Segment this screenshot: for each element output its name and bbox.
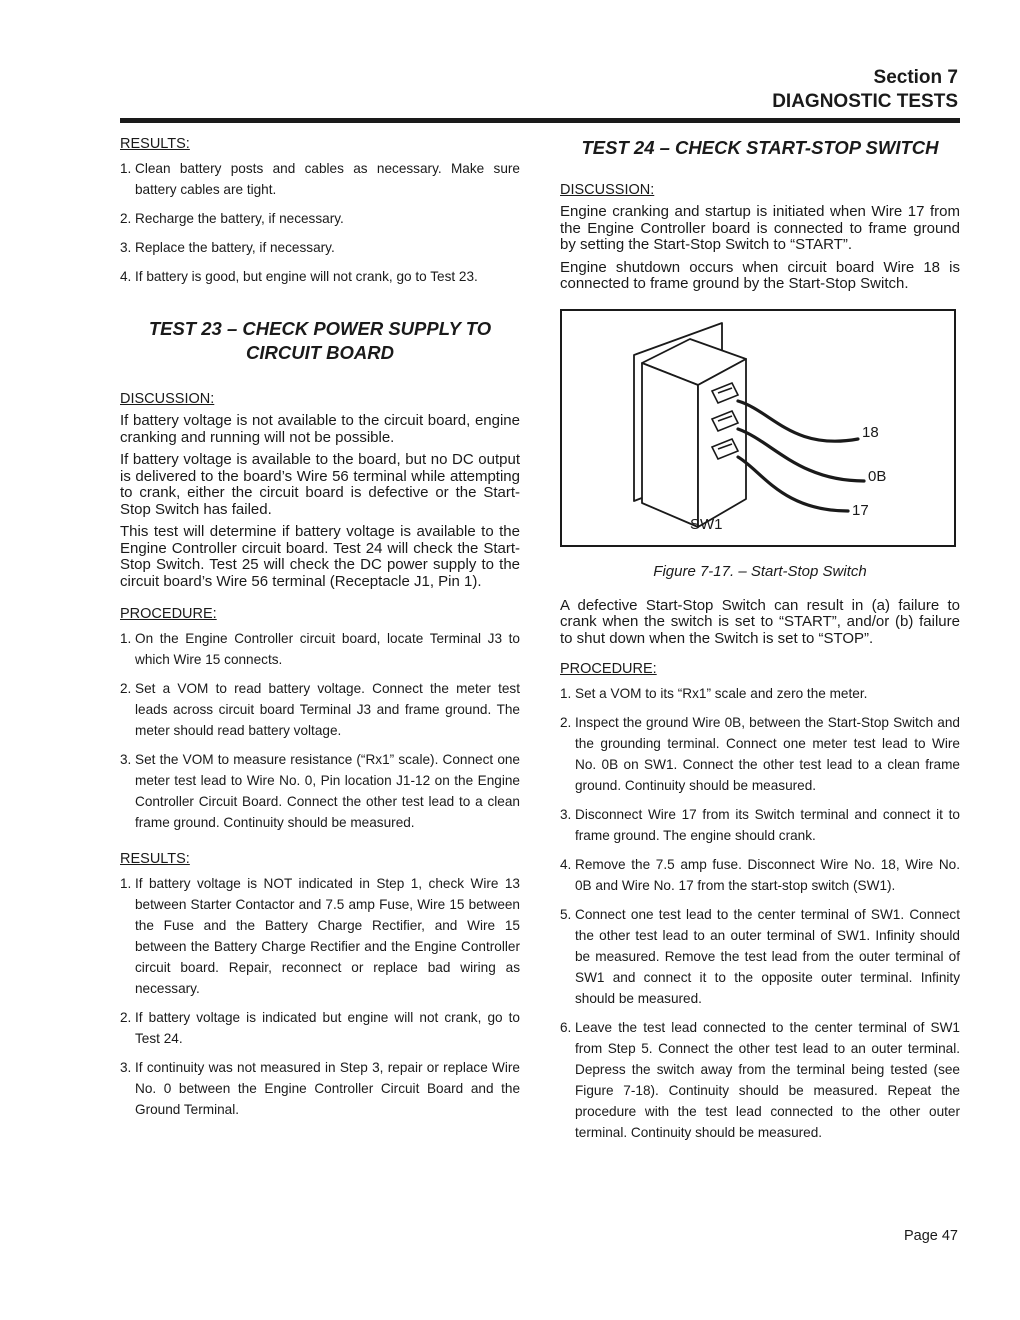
- defect-paragraph: A defective Start-Stop Switch can result in (a) failure to crank when the switch is set to “START”, and/or (b) failure to shut down when the Switch is set to “STOP”.: [560, 596, 960, 647]
- list-item: 1. Set a VOM to its “Rx1” scale and zero the meter.: [560, 686, 868, 701]
- wire-18: [738, 401, 858, 441]
- list-item: 1. Clean battery posts and cables as necessary. Make sure battery cables are tight.: [120, 161, 520, 197]
- discussion-paragraph: Engine shutdown occurs when circuit board Wire 18 is connected to frame ground by the Start-Stop Switch.: [560, 258, 960, 292]
- list-item: 2. Inspect the ground Wire 0B, between the Start-Stop Switch and the grounding terminal. Connect one meter test lead to Wire No. 0B on SW1. Connect the other test lead to a clean frame ground. Continuity should be measured.: [560, 715, 960, 793]
- discussion-label: DISCUSSION:: [120, 391, 215, 407]
- discussion-label: DISCUSSION:: [560, 182, 655, 198]
- right-column: [560, 136, 960, 1161]
- procedure-label: PROCEDURE:: [560, 661, 657, 677]
- discussion-paragraph: If battery voltage is not available to the circuit board, engine cranking and running will not be possible.: [120, 412, 520, 446]
- start-stop-switch-diagram: [562, 311, 954, 545]
- procedure-list: [560, 683, 960, 1143]
- list-item: 2. If battery voltage is indicated but engine will not crank, go to Test 24.: [120, 1010, 520, 1046]
- results-label: RESULTS:: [120, 136, 190, 152]
- procedure-list: [120, 628, 520, 833]
- procedure-label: PROCEDURE:: [120, 606, 217, 622]
- results-label: RESULTS:: [120, 851, 190, 867]
- list-item: 2. Recharge the battery, if necessary.: [120, 211, 344, 226]
- results-list: [120, 158, 520, 287]
- results-list: [120, 873, 520, 1120]
- left-column: [120, 136, 520, 1138]
- page-number: Page 47: [903, 1228, 958, 1244]
- wire-17-label: 17: [852, 501, 869, 519]
- list-item: 3. Disconnect Wire 17 from its Switch terminal and connect it to frame ground. The engine should crank.: [560, 807, 960, 843]
- header-rule: [120, 118, 960, 123]
- section-number: Section 7: [873, 67, 958, 88]
- figure-caption: Figure 7-17. – Start-Stop Switch: [653, 562, 867, 580]
- list-item: 3. Replace the battery, if necessary.: [120, 240, 335, 255]
- wire-17: [738, 457, 848, 511]
- list-item: 5. Connect one test lead to the center terminal of SW1. Connect the other test lead to an outer terminal of SW1. Infinity should be measured. Remove the test lead from the outer terminal of SW1 and connect it to the opposite outer terminal. Infinity should be measured.: [560, 907, 960, 1006]
- wire-18-label: 18: [862, 423, 879, 441]
- start-stop-switch-figure: [560, 309, 956, 547]
- list-item: 2. Set a VOM to read battery voltage. Connect the meter test leads across circuit board Terminal J3 and frame ground. The meter should read battery voltage.: [120, 681, 520, 738]
- list-item: 4. If battery is good, but engine will not crank, go to Test 23.: [120, 269, 478, 284]
- switch-front-face: [642, 363, 698, 527]
- list-item: 1. If battery voltage is NOT indicated in Step 1, check Wire 13 between Starter Contactor and 7.5 amp Fuse, Wire 15 between the Fuse and the Battery Charge Rectifier, and Wire 15 between the Battery Charge Rectifier and the Engine Controller circuit board. Repair, reconnect or replace bad wiring as necessary.: [120, 876, 520, 996]
- list-item: 1. On the Engine Controller circuit board, locate Terminal J3 to which Wire 15 connects.: [120, 631, 520, 667]
- discussion-paragraph: This test will determine if battery voltage is available to the Engine Controller circuit board. Test 24 will check the Start-Stop Switch. Test 25 will check the DC power supply to the circuit board’s Wire 56 terminal (Receptacle J1, Pin 1).: [120, 523, 520, 590]
- wire-0b-label: 0B: [868, 467, 887, 485]
- test24-title: TEST 24 – CHECK START-STOP SWITCH: [581, 137, 939, 158]
- discussion-paragraph: If battery voltage is available to the board, but no DC output is delivered to the board’s Wire 56 terminal while attempting to crank, either the circuit board is defective or the Start-Stop Switch has failed.: [120, 451, 520, 518]
- list-item: 6. Leave the test lead connected to the center terminal of SW1 from Step 5. Connect the other test lead to an outer terminal. Depress the switch away from the terminal being tested (see Figure 7-18). Continuity should be measured. Repeat the procedure with the test lead connected to the other outer terminal. Continuity should be measured.: [560, 1020, 960, 1140]
- list-item: 3. If continuity was not measured in Step 3, repair or replace Wire No. 0 between the Engine Controller Circuit Board and the Ground Terminal.: [120, 1060, 520, 1117]
- section-title: DIAGNOSTIC TESTS: [772, 91, 958, 112]
- test23-title: TEST 23 – CHECK POWER SUPPLY TO CIRCUIT BOARD: [148, 318, 492, 363]
- discussion-paragraph: Engine cranking and startup is initiated when Wire 17 from the Engine Controller board is connected to frame ground by setting the Start-Stop Switch to “START”.: [560, 203, 960, 253]
- list-item: 4. Remove the 7.5 amp fuse. Disconnect Wire No. 18, Wire No. 0B and Wire No. 17 from the start-stop switch (SW1).: [560, 857, 960, 893]
- switch-label: SW1: [690, 515, 723, 533]
- page-header: [772, 66, 958, 114]
- list-item: 3. Set the VOM to measure resistance (“Rx1” scale). Connect one meter test lead to Wire No. 0, Pin location J1-12 on the Engine Controller Circuit Board. Connect the other test lead to a clean frame ground. Continuity should be measured.: [120, 752, 520, 830]
